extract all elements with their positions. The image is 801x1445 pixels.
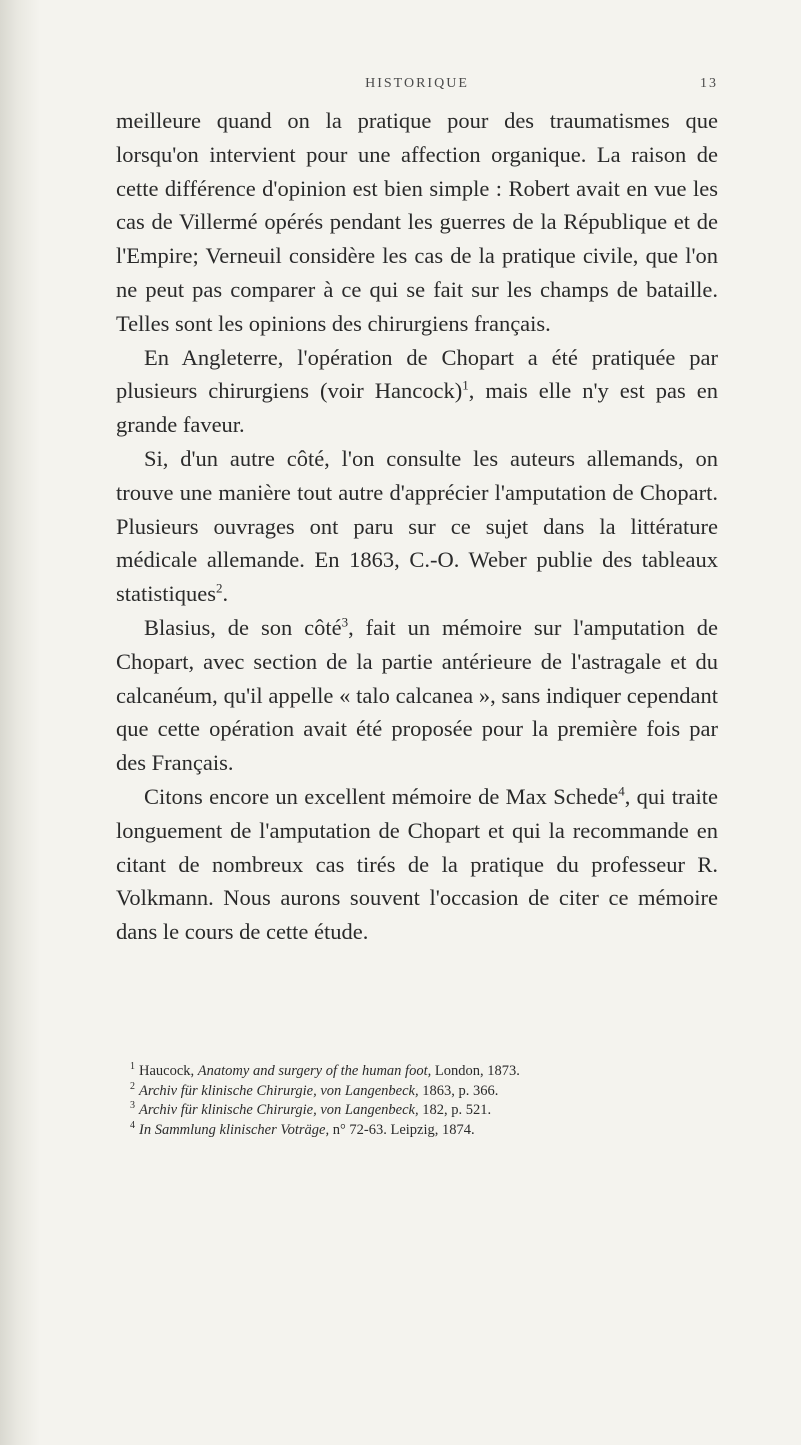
- footnote: [116, 1121, 718, 1141]
- running-head-title: HISTORIQUE: [365, 76, 469, 91]
- footnote-work-title: Archiv für klinische Chirurgie, von Langenbeck,: [139, 1082, 419, 1099]
- footnote-details: London, 1873.: [431, 1063, 520, 1079]
- binding-gutter-shadow: [0, 0, 40, 1445]
- paragraph-text: , fait un mémoire sur l'amputation de Chopart, avec section de la partie antérieure de l'astragale et du calcanéum, qu'il appelle « talo calcanea », sans indiquer cependant que cette opération avait été proposée pour la première fois par des Français.: [116, 614, 718, 776]
- paragraph: [116, 442, 718, 611]
- paragraph-text: En Angleterre, l'opération de Chopart a été pratiquée par plusieurs chirurgiens (voir Hancock): [116, 344, 718, 404]
- footnote-details: 1863, p. 366.: [418, 1082, 499, 1099]
- footnote: [116, 1062, 718, 1082]
- footnote-author: Haucock,: [139, 1063, 198, 1079]
- footnote-work-title: Archiv für klinische Chirurgie, von Langenbeck,: [139, 1102, 419, 1118]
- footnote-ref: 2: [216, 580, 223, 596]
- paragraph-text: .: [222, 581, 229, 607]
- paragraph-text: Blasius, de son côté: [144, 614, 342, 640]
- footnote-details: n° 72-63. Leipzig, 1874.: [329, 1121, 475, 1138]
- page-number: 13: [700, 76, 718, 91]
- footnote-work-title: In Sammlung klinischer Voträge,: [139, 1121, 330, 1138]
- paragraph-text: , qui traite longuement de l'amputation de Chopart et qui la recommande en citant de nombreux cas tirés de la pratique du professeur R. Volkmann. Nous aurons souvent l'occasion de citer ce mémoire dans le cours de cette étude.: [116, 783, 718, 945]
- paragraph: [116, 780, 718, 949]
- paragraph-text: Citons encore un excellent mémoire de Max Schede: [144, 783, 619, 809]
- paragraph: [116, 611, 718, 780]
- footnote-number: 4: [130, 1119, 135, 1131]
- footnote-number: 1: [130, 1061, 135, 1073]
- footnote-number: 3: [130, 1100, 135, 1112]
- footnote-ref: 3: [341, 614, 349, 630]
- footnote-number: 2: [130, 1080, 135, 1092]
- body-text: [116, 104, 718, 949]
- footnote-details: 182, p. 521.: [418, 1102, 492, 1118]
- footnotes: [116, 1062, 718, 1140]
- paragraph-text: Si, d'un autre côté, l'on consulte les auteurs allemands, on trouve une manière tout autre d'apprécier l'amputation de Chopart. Plusieurs ouvrages ont paru sur ce sujet dans la littérature médicale allemande. En 1863, C.-O. Weber publie des tableaux statistiques: [116, 445, 718, 607]
- footnote-ref: 4: [618, 783, 625, 799]
- footnote: [116, 1101, 718, 1121]
- running-head: [116, 76, 718, 96]
- paragraph: [116, 104, 718, 341]
- footnote-ref: 1: [462, 377, 469, 393]
- footnote-work-title: Anatomy and surgery of the human foot,: [197, 1063, 432, 1079]
- footnote: [116, 1082, 718, 1102]
- paragraph-text: meilleure quand on la pratique pour des traumatismes que lorsqu'on intervient pour une affection organique. La raison de cette différence d'opinion est bien simple : Robert avait en vue les cas de Villermé opérés pendant les guerres de la République et de l'Empire; Verneuil considère les cas de la pratique civile, que l'on ne peut pas comparer à ce qui se fait sur les champs de bataille. Telles sont les opinions des chirurgiens français.: [116, 108, 718, 336]
- paragraph: [116, 341, 718, 442]
- paragraph-text: , mais elle n'y est pas en grande faveur.: [116, 378, 718, 438]
